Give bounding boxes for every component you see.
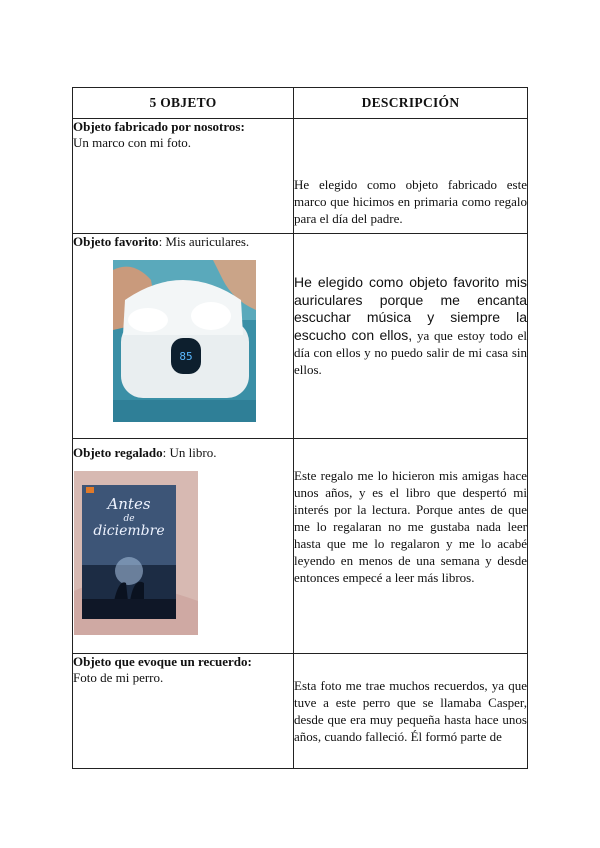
book-title-3: diciembre (93, 523, 165, 539)
object-cell (73, 234, 294, 439)
table-row (73, 119, 528, 234)
table-row (73, 439, 528, 654)
book-photo (74, 471, 198, 635)
description-cell (294, 439, 528, 654)
book-title-1: Antes (107, 495, 151, 513)
table-row (73, 654, 528, 769)
description-text: Esta foto me trae muchos recuerdos, ya que tuve a este perro que se llamaba Casper, desde que era muy pequeña hasta hace unos años, cuando falleció. Él formó parte de (294, 678, 527, 744)
object-title: Objeto favorito (73, 234, 159, 249)
header-objeto: 5 OBJETO (73, 88, 294, 119)
object-subtitle: : Mis auriculares. (158, 234, 250, 249)
object-subtitle: : Un libro. (162, 445, 217, 460)
object-title: Objeto fabricado por nosotros: (73, 119, 245, 134)
object-subtitle: Foto de mi perro. (73, 670, 164, 685)
case-display-text: 85 (179, 350, 193, 363)
object-subtitle: Un marco con mi foto. (73, 135, 192, 150)
object-title: Objeto que evoque un recuerdo: (73, 654, 252, 669)
header-row (73, 88, 528, 119)
book-title-2: de (123, 514, 135, 524)
earbuds-photo (113, 260, 256, 422)
description-text: Este regalo me lo hicieron mis amigas hace unos años, y es el libro que despertó mi interés por la lectura. Porque antes de que me lo regalaran no me gustaba nada leer hasta que me lo regalaron y me lo acabé leyendo en menos de una semana y desde entonces empecé a leer más libros. (294, 468, 527, 585)
object-cell (73, 439, 294, 654)
object-cell (73, 119, 294, 234)
object-title: Objeto regalado (73, 445, 163, 460)
description-text-continued: ya que estoy todo el día con ellos y no puedo salir de mi casa sin ellos. (294, 327, 527, 377)
description-text: He elegido como objeto favorito mis auriculares porque me encanta escuchar música y siempre la escucho con ellos, (294, 274, 527, 343)
header-descripcion: DESCRIPCIÓN (294, 88, 528, 119)
table-row (73, 234, 528, 439)
description-cell (294, 654, 528, 769)
description-cell (294, 119, 528, 234)
description-text: He elegido como objeto fabricado este marco que hicimos en primaria como regalo para el día del padre. (294, 177, 527, 226)
object-cell (73, 654, 294, 769)
objects-table (72, 87, 528, 769)
description-cell (294, 234, 528, 439)
